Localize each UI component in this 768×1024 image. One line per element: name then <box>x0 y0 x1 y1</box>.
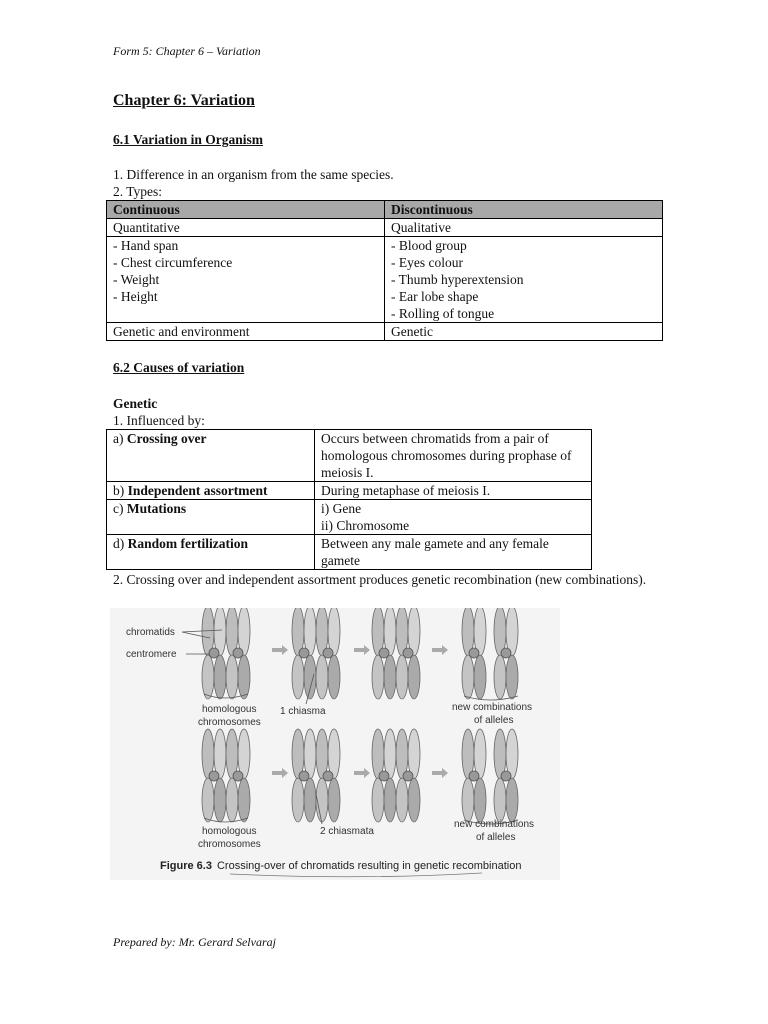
table-row <box>107 482 592 500</box>
label-alleles-top: of alleles <box>474 715 514 726</box>
page-header: Form 5: Chapter 6 – Variation <box>113 44 261 58</box>
section-2-point-2: 2. Crossing over and independent assortment produces genetic recombination (new combinations). <box>113 572 647 587</box>
header-continuous: Continuous <box>107 201 385 219</box>
cause-description: Occurs between chromatids from a pair of homologous chromosomes during prophase of meiosis I. <box>315 430 592 482</box>
list-item: - Hand span <box>113 238 179 253</box>
cell-genetic: Genetic <box>385 323 663 341</box>
crossing-over-figure <box>110 608 560 880</box>
label-homologous-bottom: homologous <box>202 826 257 837</box>
label-two-chiasmata: 2 chiasmata <box>320 826 374 837</box>
label-new-combinations-top: new combinations <box>452 702 533 713</box>
table-row <box>107 219 663 237</box>
cause-term: b) Independent assortment <box>107 482 315 500</box>
cell-continuous-examples <box>107 237 385 323</box>
cause-description: i) Gene ii) Chromosome <box>315 500 592 535</box>
label-one-chiasma: 1 chiasma <box>280 706 326 717</box>
list-item: - Weight <box>113 272 160 287</box>
cell-quantitative: Quantitative <box>107 219 385 237</box>
cause-term: d) Random fertilization <box>107 535 315 570</box>
list-item: - Height <box>113 289 158 304</box>
table-row <box>107 430 592 482</box>
section-1-title: 6.1 Variation in Organism <box>113 132 264 147</box>
causes-table <box>106 429 592 570</box>
label-chromatids: chromatids <box>126 627 175 638</box>
section-1-point-1: 1. Difference in an organism from the same species. <box>113 167 394 182</box>
cause-term: c) Mutations <box>107 500 315 535</box>
list-item: - Thumb hyperextension <box>391 272 524 287</box>
cause-description: During metaphase of meiosis I. <box>315 482 592 500</box>
header-discontinuous: Discontinuous <box>385 201 663 219</box>
label-centromere: centromere <box>126 649 177 660</box>
table-header-row <box>107 201 663 219</box>
cause-term: a) Crossing over <box>107 430 315 482</box>
label-new-combinations-bottom: new combinations <box>454 819 535 830</box>
chapter-title: Chapter 6: Variation <box>113 92 255 109</box>
table-row <box>107 500 592 535</box>
variation-types-table <box>106 200 663 341</box>
section-2-point-1: 1. Influenced by: <box>113 413 205 428</box>
cell-genetic-environment: Genetic and environment <box>107 323 385 341</box>
list-item: - Chest circumference <box>113 255 233 270</box>
table-row <box>107 535 592 570</box>
cell-discontinuous-examples <box>385 237 663 323</box>
chromosome-diagram <box>110 608 560 880</box>
list-item: - Ear lobe shape <box>391 289 479 304</box>
label-chromosomes-top: chromosomes <box>198 717 261 728</box>
list-item: - Rolling of tongue <box>391 306 495 321</box>
list-item: - Eyes colour <box>391 255 463 270</box>
table-row <box>107 323 663 341</box>
label-homologous-top: homologous <box>202 704 257 715</box>
page-footer: Prepared by: Mr. Gerard Selvaraj <box>113 935 276 949</box>
section-1-point-2: 2. Types: <box>113 184 163 199</box>
cell-qualitative: Qualitative <box>385 219 663 237</box>
figure-caption: Figure 6.3 Crossing-over of chromatids resulting in genetic recombination <box>160 860 522 872</box>
label-chromosomes-bottom: chromosomes <box>198 839 261 850</box>
section-2-title: 6.2 Causes of variation <box>113 360 245 375</box>
cause-description: Between any male gamete and any female gamete <box>315 535 592 570</box>
table-row <box>107 237 663 323</box>
label-alleles-bottom: of alleles <box>476 832 516 843</box>
list-item: - Blood group <box>391 238 467 253</box>
genetic-subtitle: Genetic <box>113 396 158 411</box>
